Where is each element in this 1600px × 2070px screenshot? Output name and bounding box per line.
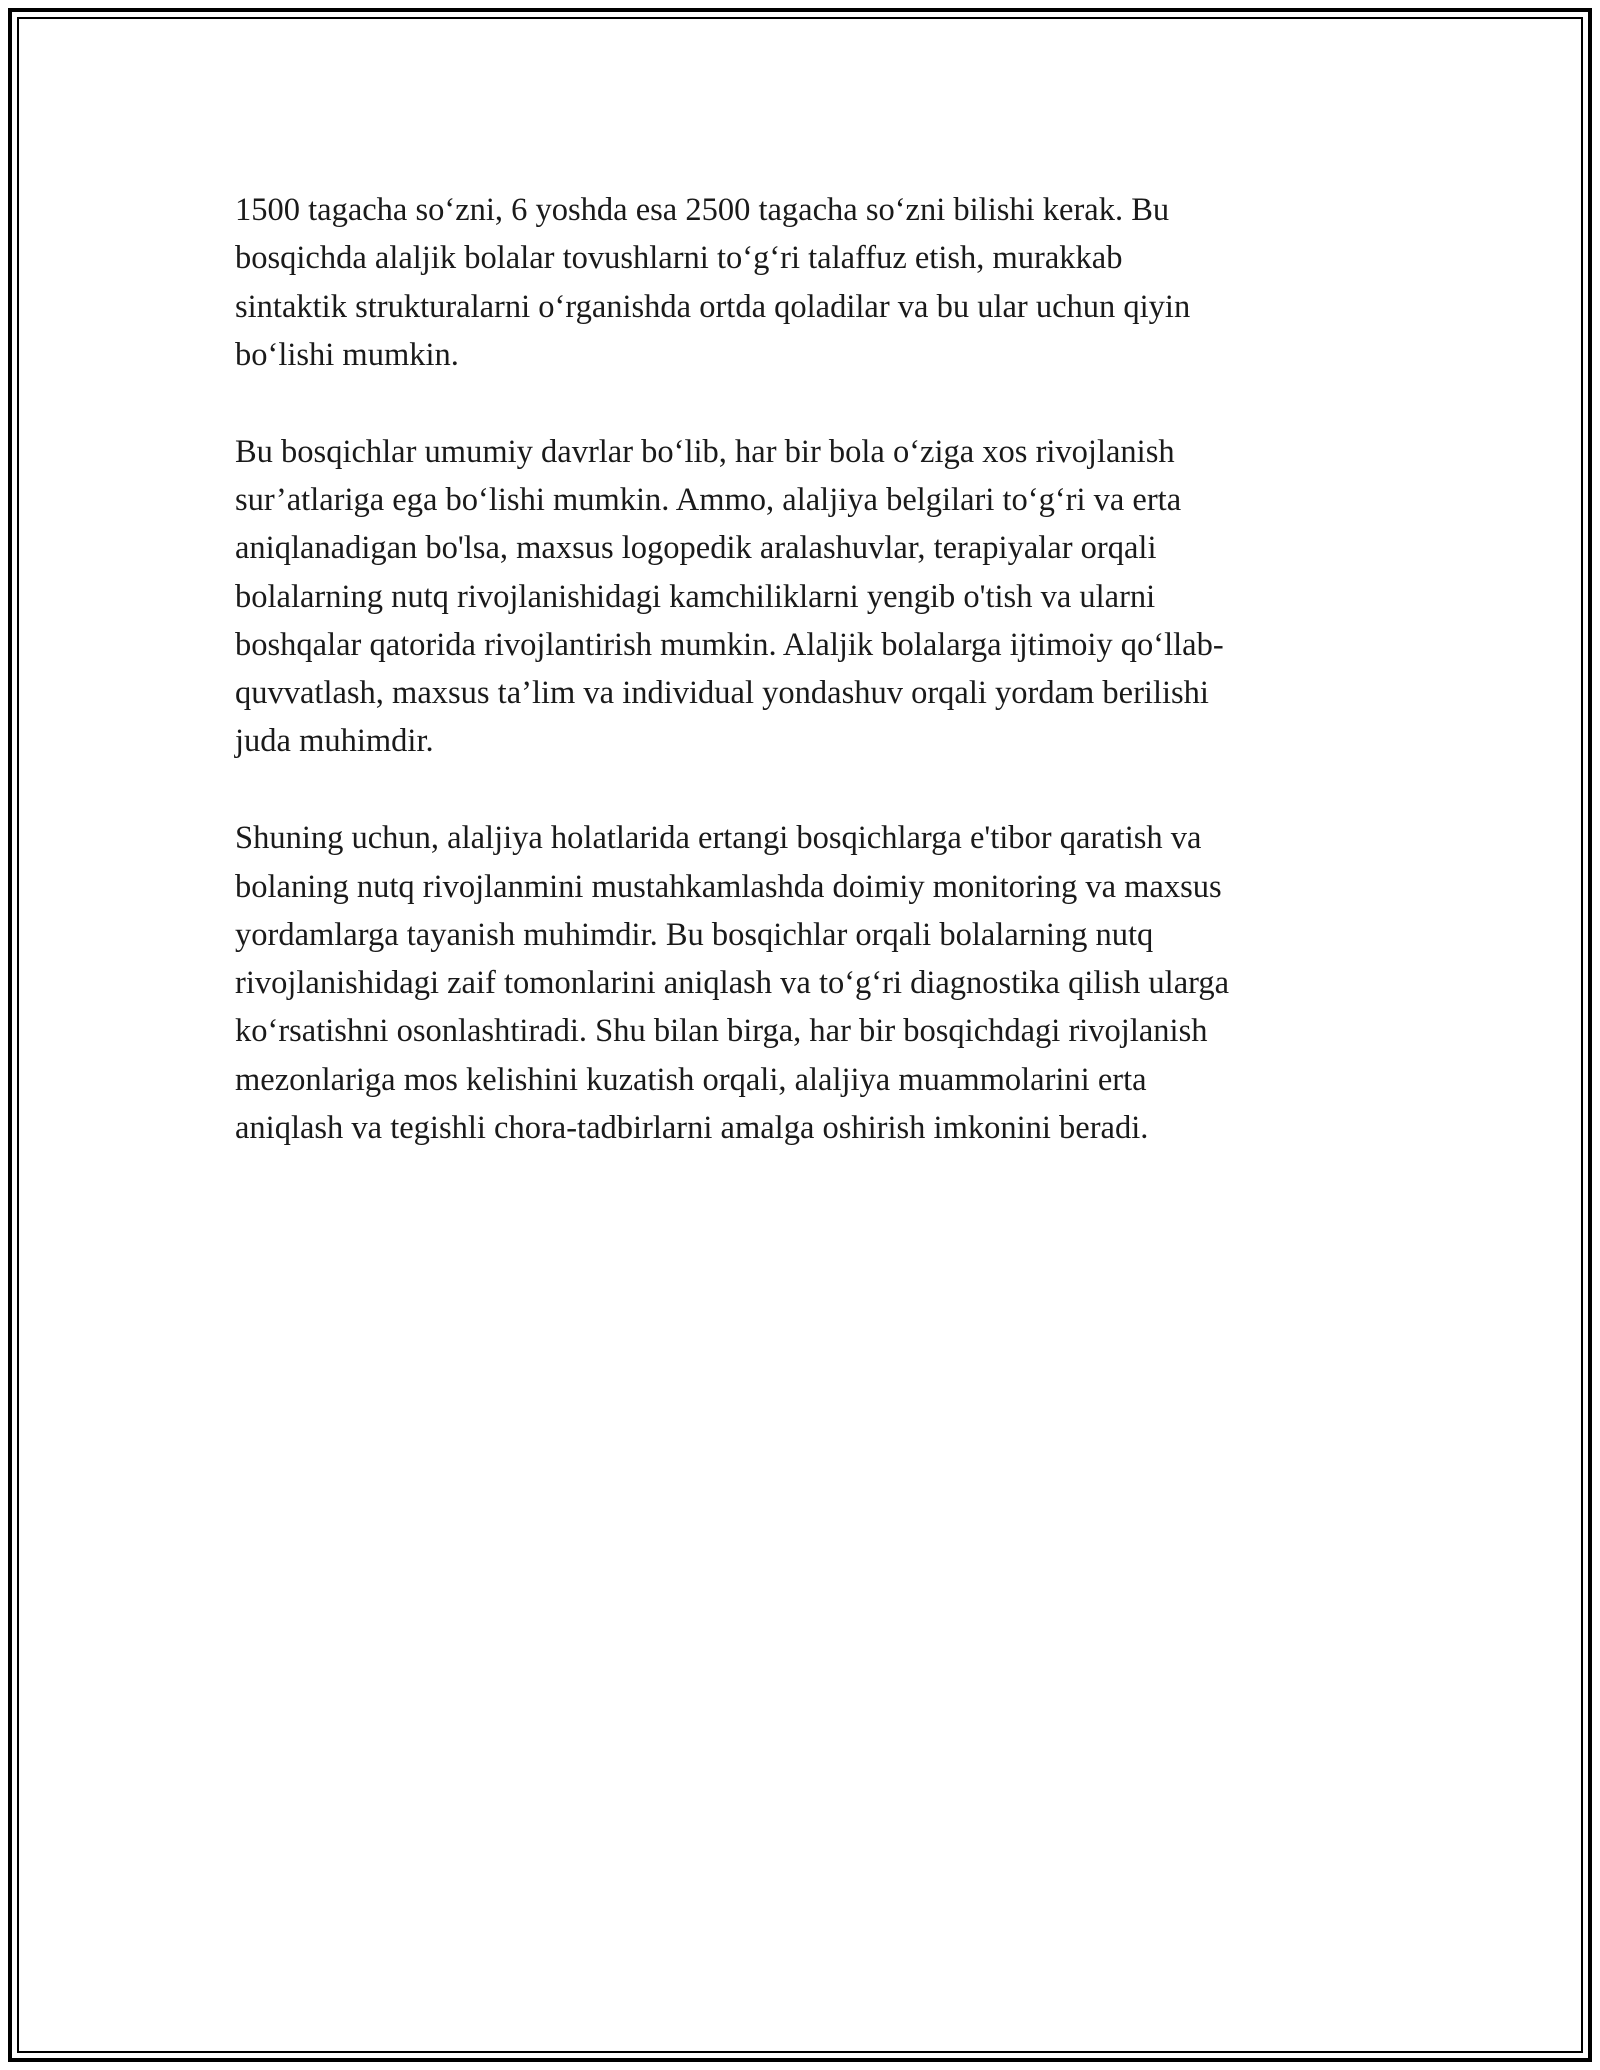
text-line: juda muhimdir. [235, 723, 434, 760]
text-line: aniqlash va tegishli chora-tadbirlarni amalga oshirish imkonini beradi. [235, 1110, 1149, 1147]
paragraph-3 [235, 814, 1365, 1152]
text-line: Bu bosqichlar umumiy davrlar bo‘lib, har bir bola o‘ziga xos rivojlanish [235, 433, 1175, 470]
text-line: ko‘rsatishni osonlashtiradi. Shu bilan birga, har bir bosqichdagi rivojlanish [235, 1013, 1208, 1050]
text-line: bolalarning nutq rivojlanishidagi kamchiliklarni yengib o'tish va ularni [235, 578, 1156, 615]
text-line: bosqichda alaljik bolalar tovushlarni to‘g‘ri talaffuz etish, murakkab [235, 240, 1123, 277]
text-line: rivojlanishidagi zaif tomonlarini aniqlash va to‘g‘ri diagnostika qilish ularga [235, 965, 1230, 1002]
paragraph-2 [235, 428, 1365, 766]
text-line: aniqlanadigan bo'lsa, maxsus logopedik aralashuvlar, terapiyalar orqali [235, 530, 1157, 567]
text-line: mezonlariga mos kelishini kuzatish orqali, alaljiya muammolarini erta [235, 1061, 1147, 1098]
text-line: 1500 tagacha so‘zni, 6 yoshda esa 2500 tagacha so‘zni bilishi kerak. Bu [235, 192, 1170, 228]
text-line: yordamlarga tayanish muhimdir. Bu bosqichlar orqali bolalarning nutq [235, 916, 1154, 953]
text-line: quvvatlash, maxsus ta’lim va individual yondashuv orqali yordam berilishi [235, 675, 1209, 712]
text-line: boshqalar qatorida rivojlantirish mumkin. Alaljik bolalarga ijtimoiy qo‘llab- [235, 626, 1224, 663]
text-line: sintaktik strukturalarni o‘rganishda ortda qoladilar va bu ular uchun qiyin [235, 288, 1191, 325]
text-line: Shuning uchun, alaljiya holatlarida ertangi bosqichlarga e'tibor qaratish va [235, 820, 1202, 857]
text-line: bolaning nutq rivojlanmini mustahkamlashda doimiy monitoring va maxsus [235, 868, 1222, 905]
document-body [235, 186, 1365, 1201]
paragraph-1 [235, 186, 1365, 379]
text-line: sur’atlariga ega bo‘lishi mumkin. Ammo, alaljiya belgilari to‘g‘ri va erta [235, 481, 1182, 518]
text-line: bo‘lishi mumkin. [235, 336, 459, 373]
